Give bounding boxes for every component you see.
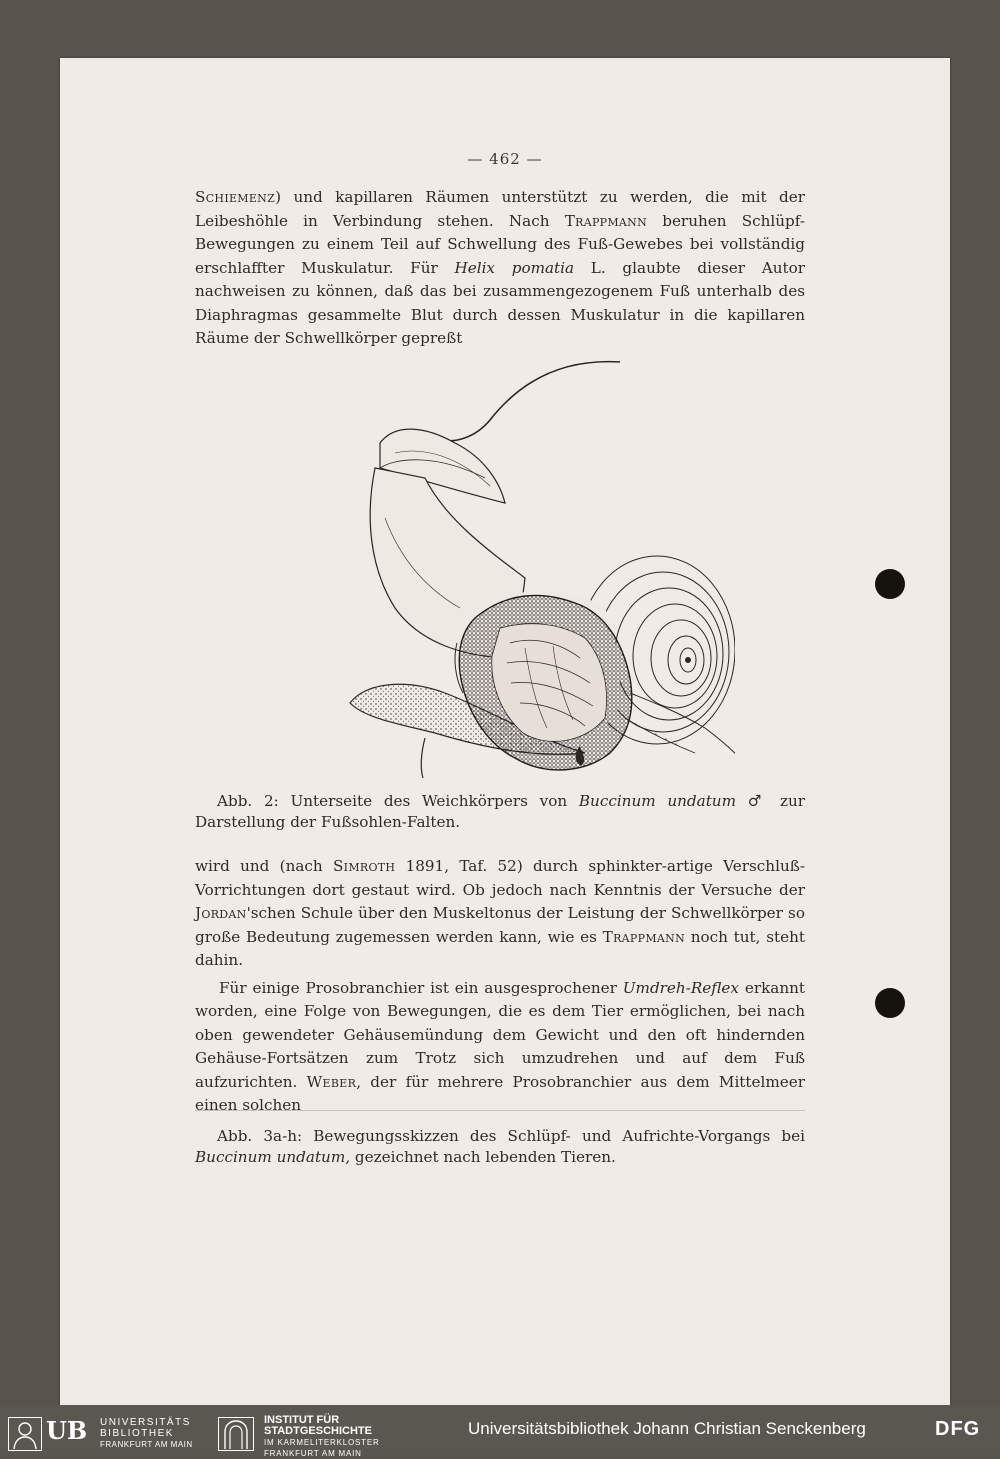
inst-line: IM KARMELITERKLOSTER [264,1438,380,1447]
caption-text: gezeichnet nach lebenden Tieren. [350,1148,616,1166]
figure-2-caption [195,791,805,833]
inst-line: INSTITUT FÜR [264,1414,340,1426]
text-run: beruhen Schlüpf-Bewegungen zu einem Teil auf Schwellung des Fuß-Gewebes bei vollständig erschlaffter Muskulatur. Für [195,211,805,277]
caption-text: Abb. 3a-h: Bewegungsskizzen des Schlüpf- und Aufrichte-Vorgangs bei [217,1127,805,1145]
author-name: Trappmann [564,211,648,230]
text-run: wird und (nach [195,857,333,875]
ub-line: FRANKFURT AM MAIN [100,1440,193,1449]
punch-hole [875,569,905,599]
text-run: erkannt worden, eine Folge von Bewegungen, die es dem Tier ermöglichen, bei nach oben gewendeter Gehäusemündung dem Gewicht und den oft hindernden Gehäuse-Fortsätzen zum Trotz sich umzudrehen und auf dem Fuß aufzurichten. [195,978,805,1091]
page-number: — 462 — [467,150,543,168]
species-name: Buccinum undatum [578,792,736,810]
author-name: Trappmann [602,927,685,946]
library-name-link[interactable]: Universitätsbibliothek Johann Christian Senckenberg [468,1419,866,1438]
ub-logo-text[interactable] [100,1417,193,1450]
text-run: noch tut, steht dahin. [195,927,805,969]
caption-text: ♂ zur Darstellung der Fußsohlen-Falten. [195,792,805,831]
institute-arch-logo-icon[interactable] [218,1417,254,1451]
punch-hole [875,988,905,1018]
text-run: 1891, Taf. 52) durch sphinkter-artige Verschluß-Vorrichtungen dort gestaut wird. Ob jedoch nach Kenntnis der Versuche der [195,857,805,899]
footer-bar [0,1405,1000,1458]
inst-line: FRANKFURT AM MAIN [264,1449,362,1458]
document-page [60,58,950,1408]
species-name: Buccinum undatum, [195,1148,351,1166]
institute-logo-text[interactable] [264,1415,380,1459]
ub-line: BIBLIOTHEK [100,1428,174,1439]
author-name: Simroth [332,857,396,875]
text-run: L. glaubte dieser Autor nachweisen zu können, daß das bei zusammengezogenem Fuß unterhalb des Diaphragmas gesammelte Blut durch dessen Muskulatur in die kapillaren Räume der Schwellkörper gepreßt [195,258,805,347]
term: Umdreh-Reflex [622,978,739,997]
author-name: Jordan [195,904,247,922]
snail-body-illustration [285,358,735,783]
section-divider [195,1110,805,1111]
figure-3-caption [195,1126,805,1168]
text-run: Für einige Prosobranchier ist ein ausgesprochener [219,978,623,997]
ub-bust-logo-icon[interactable] [8,1417,42,1451]
paragraph-1 [195,186,805,351]
inst-line: STADTGESCHICHTE [264,1425,372,1437]
caption-text: Abb. 2: Unterseite des Weichkörpers von [217,792,579,810]
text-run: 'schen Schule über den Muskeltonus der Leistung der Schwellkörper so große Bedeutung zugemessen werden kann, wie es [195,904,805,946]
dfg-logo[interactable]: DFG [935,1418,981,1440]
text-run: ) und kapillaren Räumen unterstützt zu werden, die mit der Leibeshöhle in Verbindung stehen. Nach [195,188,805,230]
paragraph-2 [195,855,805,1118]
author-name: Weber [306,1072,357,1091]
ub-logo-letters[interactable]: UB [46,1416,88,1445]
author-name: Schiemenz [195,188,276,206]
ub-line: UNIVERSITÄTS [100,1417,191,1428]
text-run: , der für mehrere Prosobranchier aus dem Mittelmeer einen solchen [195,1072,805,1114]
species-name: Helix pomatia [454,258,575,277]
